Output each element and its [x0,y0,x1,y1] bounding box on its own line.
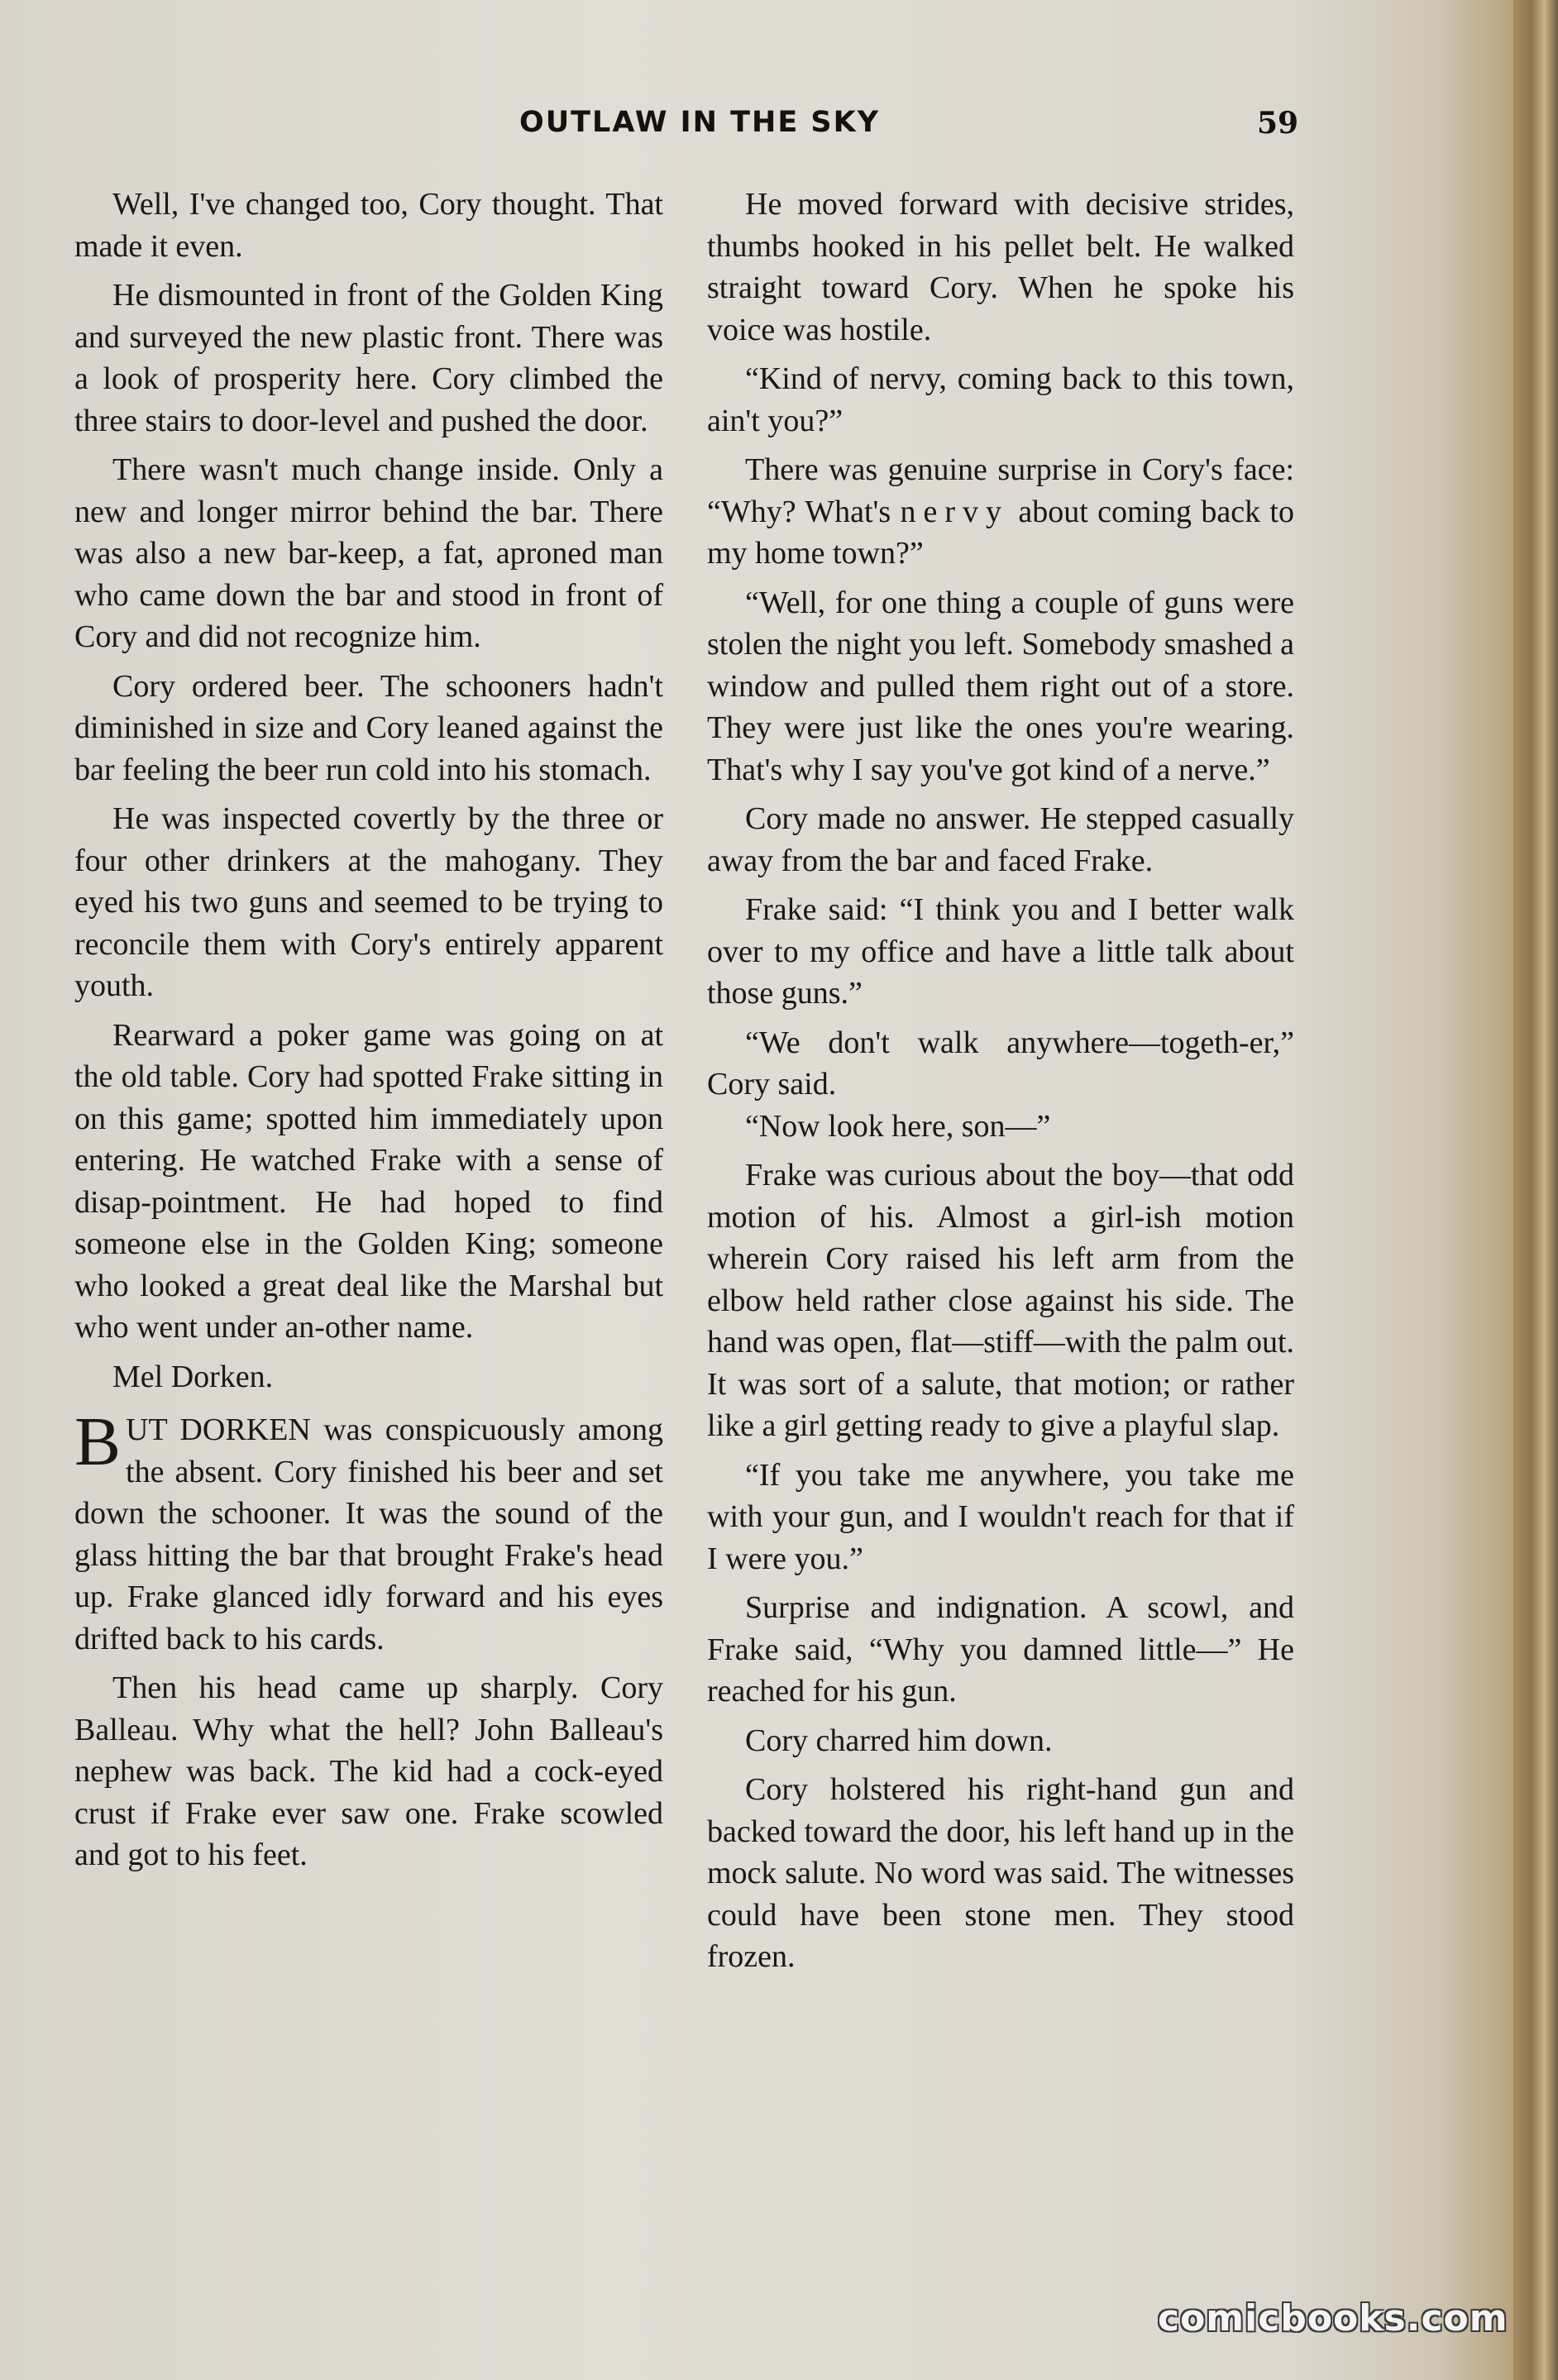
paragraph [707,449,1294,575]
paragraph: There wasn't much change inside. Only a new and longer mirror behind the bar. There was also a new bar-keep, a fat, aproned man who came down the bar and stood in front of Cory and did not recognize him. [74,452,663,654]
paragraph: Mel Dorken. [112,1359,274,1394]
section-break-paragraph [74,1403,663,1660]
paragraph: Cory made no answer. He stepped casually away from the bar and faced Frake. [707,801,1294,878]
site-watermark: comicbooks.com [1158,2297,1508,2339]
paragraph: “Kind of nervy, coming back to this town, ain't you?” [707,361,1294,438]
paragraph: Frake was curious about the boy—that odd motion of his. Almost a girl-ish motion wherein Cory raised his left arm from the elbow held rather close against his side. The hand was open, flat—stiff—with the palm out. It was sort of a salute, that motion; or rather like a girl getting ready to give a playful slap. [707,1158,1294,1443]
paragraph: “Well, for one thing a couple of guns were stolen the night you left. Somebody smashed a window and pulled them right out of a store. They were just like the ones you're wearing. That's why I say you've got kind of a nerve.” [707,585,1294,787]
paragraph: Surprise and indignation. A scowl, and Frake said, “Why you damned little—” He reached for his gun. [707,1590,1294,1709]
paragraph: He dismounted in front of the Golden King and surveyed the new plastic front. There was a look of prosperity here. Cory climbed the three stairs to door-level and pushed the door. [74,278,663,438]
paragraph: “If you take me anywhere, you take me with your gun, and I wouldn't reach for that if I were you.” [707,1457,1294,1576]
paragraph: Cory holstered his right-hand gun and backed toward the door, his left hand up in the mock salute. No word was said. The witnesses could have been stone men. They stood frozen. [707,1772,1294,1974]
section-text: was conspicuously among the absent. Cory finished his beer and set down the schooner. It was the sound of the glass hitting the bar that brought Frake's head up. Frake glanced idly forward and his eyes drifted back to his cards. [74,1412,663,1656]
book-spine-edge [1513,0,1558,2380]
section-lead: UT DORKEN [126,1412,311,1447]
paragraph: He moved forward with decisive strides, thumbs hooked in his pellet belt. He walked straight toward Cory. When he spoke his voice was hostile. [707,187,1294,347]
paragraph: Then his head came up sharply. Cory Balleau. Why what the hell? John Balleau's nephew was back. The kid had a cock-eyed crust if Frake ever saw one. Frake scowled and got to his feet. [74,1670,663,1872]
text-run: about coming back to my home town?” [707,494,1294,571]
running-header [0,106,1513,155]
emphasized-word: nervy [900,494,1010,529]
paragraph: Well, I've changed too, Cory thought. That made it even. [74,187,663,264]
left-column [74,184,663,1884]
paragraph: Frake said: “I think you and I better walk over to my office and have a little talk about those guns.” [707,892,1294,1011]
text-run: There was genuine surprise in Cory's face: “Why? What's [707,452,1294,529]
paragraph: Cory ordered beer. The schooners hadn't diminished in size and Cory leaned against the bar feeling the beer run cold into his stomach. [74,668,663,787]
drop-cap: B [74,1403,122,1480]
paragraph: He was inspected covertly by the three or four other drinkers at the mahogany. They eyed his two guns and seemed to be trying to reconcile them with Cory's entirely apparent youth. [74,801,663,1003]
paragraph: Cory charred him down. [745,1723,1053,1758]
paragraph: “We don't walk anywhere—togeth-er,” Cory said. [707,1025,1294,1102]
paragraph: Rearward a poker game was going on at the old table. Cory had spotted Frake sitting in on this game; spotted him immediately upon entering. He watched Frake with a sense of disap-pointment. He had hoped to find someone else in the Golden King; someone who looked a great deal like the Marshal but who went under an-other name. [74,1017,663,1345]
paragraph: “Now look here, son—” [745,1108,1051,1144]
page-number: 59 [1257,106,1299,141]
right-column [707,184,1294,1986]
story-title: OUTLAW IN THE SKY [519,106,881,139]
